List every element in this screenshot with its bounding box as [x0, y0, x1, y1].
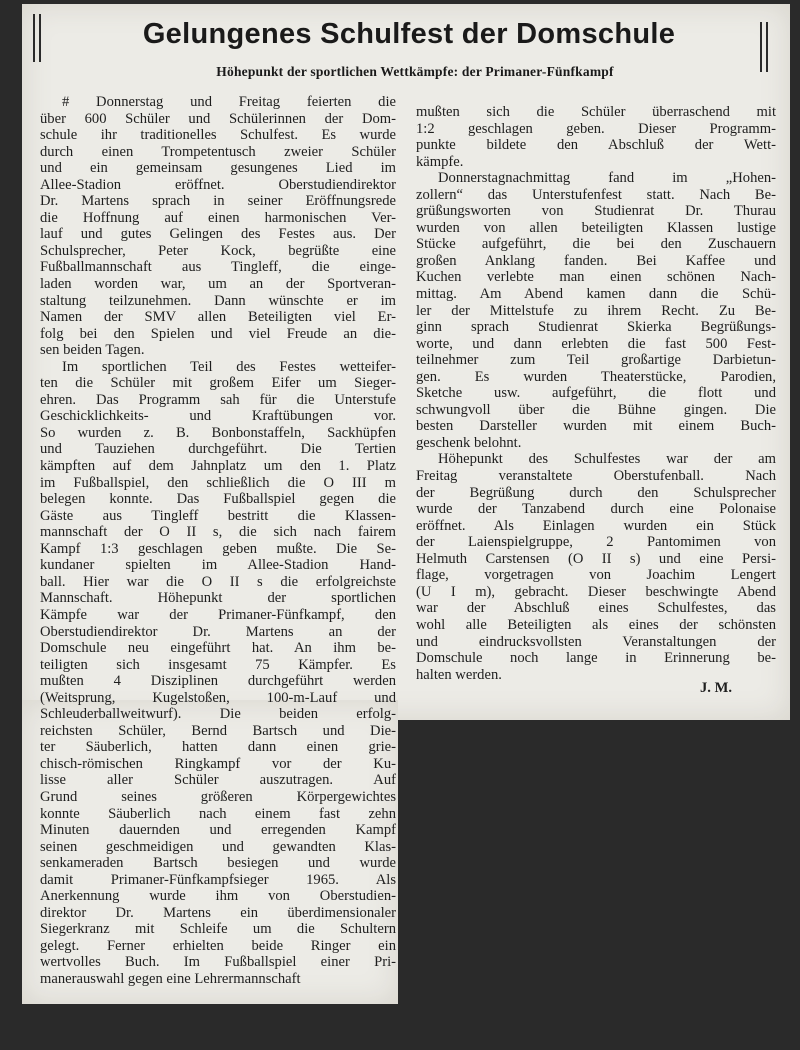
article-line: Donnerstagnachmittag fand im „Hohen- [438, 170, 776, 187]
article-line: Freitag veranstaltete Oberstufenball. Nach [416, 468, 776, 485]
article-author: J. M. [700, 680, 733, 696]
article-line: eröffnet. Als Einlagen wurden ein Stück [416, 517, 776, 534]
article-line: seinen geschmeidigen und gewandten Klas- [40, 838, 396, 855]
article-line: belegen konnte. Das Fußballspiel gegen die [40, 491, 396, 508]
article-line: teilnehmer zum Teil großartige Darbietun- [416, 352, 776, 369]
article-line: Dr. Martens sprach in seiner Eröffnungsrede [40, 193, 396, 210]
article-line: Kämpfe war der Primaner-Fünfkampf, den [40, 606, 396, 623]
article-line: ehren. Das Programm sah für die Unterstufe [40, 391, 396, 408]
article-line: Helmuth Carstensen (O II s) und eine Persi- [416, 550, 776, 567]
article-line: Minuten dauernden und erregenden Kampf [40, 822, 396, 839]
article-line: gen. Es wurden Theaterstücke, Parodien, [416, 368, 776, 385]
article-line: Kuchen verlebte man einen schönen Nach- [416, 269, 776, 286]
article-line: mußten 4 Disziplinen durchgeführt werden [40, 673, 396, 690]
article-line: war der Abschluß eines Schulfestes, das [416, 600, 776, 617]
article-line: der Begrüßung durch den Schulsprecher [416, 484, 776, 501]
article-line: mußten sich die Schüler überraschend mit [416, 104, 776, 120]
article-line: ball. Hier war die O II s die erfolgreichste [40, 573, 396, 590]
article-line: Sketche usw. aufgeführt, die flott und [416, 385, 776, 402]
article-line: konnte Säuberlich nach einem fast zehn [40, 805, 396, 822]
article-line: Fußballmannschaft aus Tingleff, die einge- [40, 259, 396, 276]
article-line: schule ihr traditionelles Schulfest. Es wurde [40, 127, 396, 144]
article-line: und eindrucksvollsten Veranstaltungen der [416, 633, 776, 650]
article-line: lauf und gutes Gelingen des Festes aus. Der [40, 226, 396, 243]
article-line: grüßungsworten von Studienrat Dr. Thurau [416, 203, 776, 220]
article-line: und Tauziehen durchgeführt. Die Tertien [40, 441, 396, 458]
article-line: manerauswahl gegen eine Lehrermannschaft [40, 970, 301, 987]
article-line: Stücke aufgeführt, die bei den Zuschauern [416, 236, 776, 253]
article-column-right [416, 104, 776, 683]
headline-rule-right-1 [760, 22, 762, 72]
article-line: (Weitsprung, Kugelstoßen, 100-m-Lauf und [40, 689, 396, 706]
article-line: worte, und dann erlebten die fast 500 Fest- [416, 335, 776, 352]
article-line: kämpfe. [416, 153, 464, 170]
article-line: sen beiden Tagen. [40, 342, 145, 359]
article-line: die Hoffnung auf einen harmonischen Ver- [40, 209, 396, 226]
headline-rule-right-2 [766, 22, 768, 72]
article-column-left [40, 94, 396, 988]
article-line: wohl alle Beteiligten als eines der schönsten [416, 616, 776, 633]
article-line: Namen der SMV allen Beteiligten viel Er- [40, 309, 396, 326]
article-line: Mannschaft. Höhepunkt der sportlichen [40, 590, 396, 607]
article-line: # Donnerstag und Freitag feierten die [62, 94, 396, 110]
article-line: laden worden war, um an der Sportveran- [40, 276, 396, 293]
article-line: geschenk belohnt. [416, 434, 522, 451]
article-line: gelegt. Ferner erhielten beide Ringer ein [40, 937, 396, 954]
article-line: reichsten Schüler, Bernd Bartsch und Die- [40, 722, 396, 739]
article-subheadline: Höhepunkt der sportlichen Wettkämpfe: der Primaner-Fünfkampf [216, 64, 614, 79]
article-line: kämpften auf dem Jahnplatz um den 1. Platz [40, 458, 396, 475]
article-line: flage, vorgetragen von Joachim Lengert [416, 567, 776, 584]
article-line: im Fußballspiel, den schließlich die O III m [40, 474, 396, 491]
article-line: ler der Mittelstufe zu ihrem Recht. Zu Be- [416, 302, 776, 319]
article-line: Im sportlichen Teil des Festes wetteifer- [62, 358, 396, 375]
article-line: ter Säuberlich, hatten dann einen grie- [40, 739, 396, 756]
article-line: mannschaft der O II s, die sich nach fairem [40, 524, 396, 541]
article-line: Oberstudiendirektor Dr. Martens an der [40, 623, 396, 640]
article-line: punkte bildete den Abschluß der Wett- [416, 137, 776, 154]
article-line: der Laienspielgruppe, 2 Pantomimen von [416, 534, 776, 551]
article-line: Schleuderballweitwurf). Die beiden erfolg- [40, 706, 396, 723]
article-line: wurde der Tanzabend durch eine Polonaise [416, 501, 776, 518]
article-line: ten die Schüler mit großem Eifer um Sieger- [40, 375, 396, 392]
article-line: mittag. Am Abend kamen dann die Schü- [416, 286, 776, 303]
article-line: folg bei den Spielen und viel Freude an die- [40, 325, 396, 342]
article-line: teiligten sich insgesamt 75 Kämpfer. Es [40, 656, 396, 673]
article-line: Domschule neu eingeführt hat. An ihm be- [40, 640, 396, 657]
article-line: (U I m), gebracht. Dieser beschwingte Abend [416, 583, 776, 600]
article-line: damit Primaner-Fünfkampfsieger 1965. Als [40, 871, 396, 888]
article-line: direktor Dr. Martens ein überdimensionaler [40, 904, 396, 921]
article-line: Allee-Stadion eröffnet. Oberstudiendirektor [40, 176, 396, 193]
article-line: durch einen Trompetentusch zweier Schüler [40, 143, 396, 160]
article-line: Kampf 1:3 geschlagen geben mußte. Die Se- [40, 540, 396, 557]
article-line: und ein gemeinsam gesungenes Lied im [40, 160, 396, 177]
article-line: lisse aller Schüler auszutragen. Auf [40, 772, 396, 789]
article-line: 1:2 geschlagen geben. Dieser Programm- [416, 120, 776, 137]
article-line: kundaner spielten im Allee-Stadion Hand- [40, 557, 396, 574]
article-line: Höhepunkt des Schulfestes war der am [438, 451, 776, 468]
article-line: zollern“ das Unterstufenfest statt. Nach Be- [416, 186, 776, 203]
article-line: Geschicklichkeits- und Kraftübungen vor. [40, 408, 396, 425]
article-line: Grund seines größeren Körpergewichtes [40, 788, 396, 805]
article-line: Domschule noch lange in Erinnerung be- [416, 650, 776, 667]
article-line: über 600 Schüler und Schülerinnen der Dom- [40, 110, 396, 127]
article-line: großen Anklang fanden. Bei Kaffee und [416, 252, 776, 269]
article-line: senkameraden Bartsch besiegen und wurde [40, 855, 396, 872]
article-line: Siegerkranz mit Schleife um die Schultern [40, 921, 396, 938]
article-line: besten Darsteller wurden mit einem Buch- [416, 418, 776, 435]
article-line: halten werden. [416, 666, 502, 683]
article-line: ginn sprach Studienrat Skierka Begrüßungs- [416, 319, 776, 336]
article-line: chisch-römischen Ringkampf vor der Ku- [40, 755, 396, 772]
article-line: Anerkennung wurde ihm von Oberstudien- [40, 888, 396, 905]
article-headline: Gelungenes Schulfest der Domschule [142, 18, 676, 50]
headline-rule-left-2 [39, 14, 41, 62]
article-line: wurden von allen beteiligten Klassen lustige [416, 219, 776, 236]
article-line: Gäste aus Tingleff bestritt die Klassen- [40, 507, 396, 524]
headline-rule-left-1 [33, 14, 35, 62]
article-line: schwungvoll über die Bühne gingen. Die [416, 401, 776, 418]
article-line: So wurden z. B. Bonbonstaffeln, Sackhüpfen [40, 424, 396, 441]
article-line: wertvolles Buch. Im Fußballspiel einer Pri- [40, 954, 396, 971]
article-line: Schulsprecher, Peter Kock, begrüßte eine [40, 242, 396, 259]
article-line: staltung teilzunehmen. Dann wünschte er im [40, 292, 396, 309]
